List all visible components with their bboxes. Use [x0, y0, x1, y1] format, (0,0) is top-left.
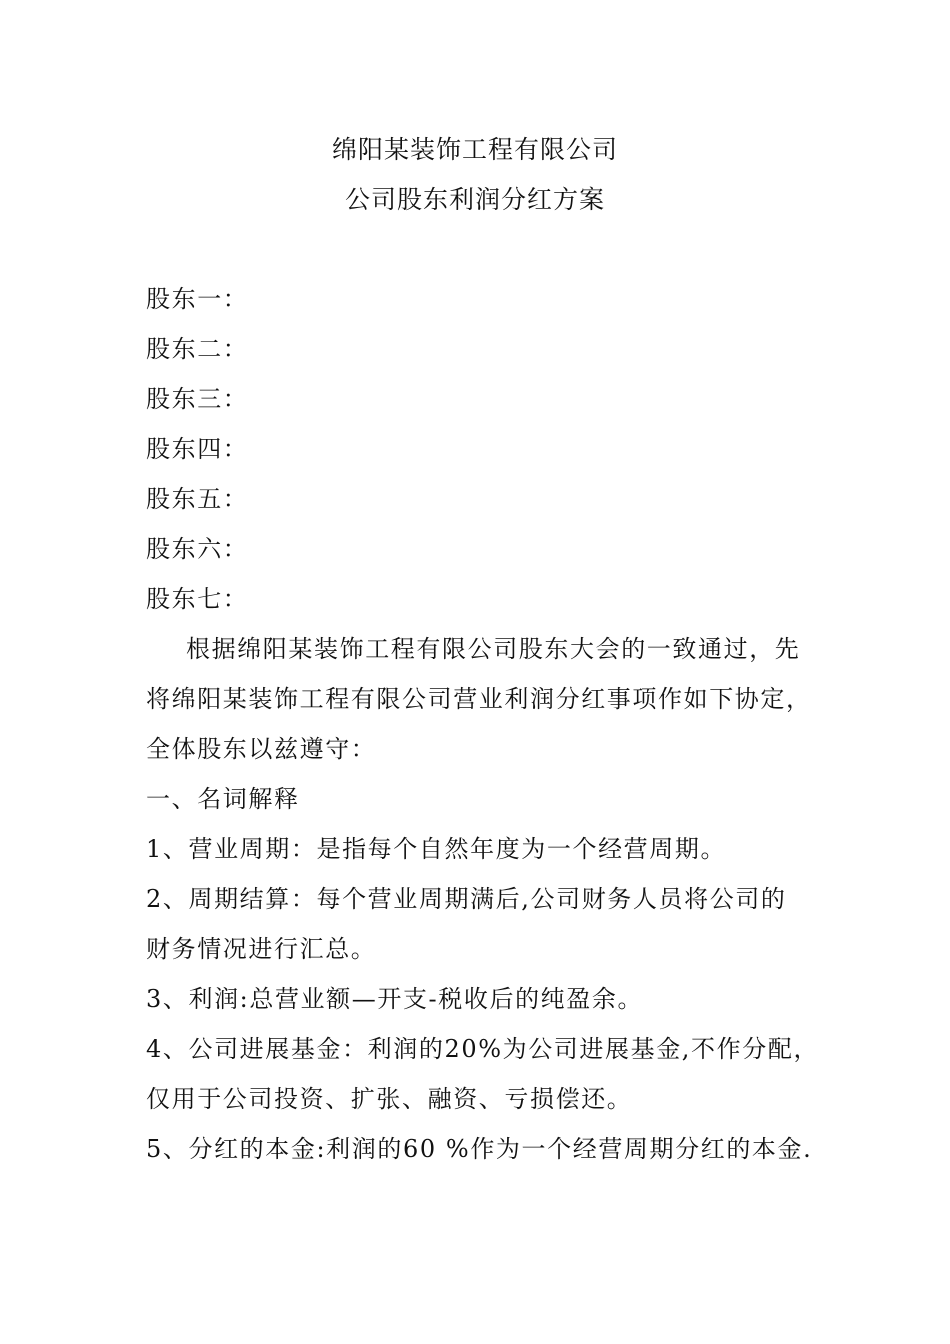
shareholder-line: 股东五：: [146, 485, 249, 513]
preamble-line: 全体股东以兹遵守：: [146, 735, 377, 763]
shareholder-line: 股东三：: [146, 385, 249, 413]
shareholder-line: 股东七：: [146, 585, 249, 613]
shareholder-line: 股东一：: [146, 285, 249, 313]
shareholder-line: 股东六：: [146, 535, 249, 563]
definition-line: 2、周期结算：每个营业周期满后,公司财务人员将公司的: [146, 885, 787, 913]
document-title: 公司股东利润分红方案: [344, 185, 605, 214]
definition-line: 5、分红的本金:利润的60 %作为一个经营周期分红的本金.: [146, 1135, 813, 1163]
preamble-line: 将绵阳某装饰工程有限公司营业利润分红事项作如下协定，: [146, 685, 812, 713]
company-title: 绵阳某装饰工程有限公司: [331, 135, 618, 164]
definition-line: 3、利润:总营业额—开支-税收后的纯盈余。: [146, 985, 644, 1013]
shareholder-line: 股东二：: [146, 335, 249, 363]
section-heading: 一、名词解释: [146, 785, 300, 813]
definition-line: 4、公司进展基金：利润的20%为公司进展基金,不作分配，: [146, 1035, 820, 1063]
definition-line: 仅用于公司投资、扩张、融资、亏损偿还。: [146, 1085, 633, 1113]
definition-line: 1、营业周期：是指每个自然年度为一个经营周期。: [146, 835, 727, 863]
preamble-line: 根据绵阳某装饰工程有限公司股东大会的一致通过，先: [186, 635, 801, 663]
definition-line: 财务情况进行汇总。: [146, 935, 377, 963]
shareholder-line: 股东四：: [146, 435, 249, 463]
